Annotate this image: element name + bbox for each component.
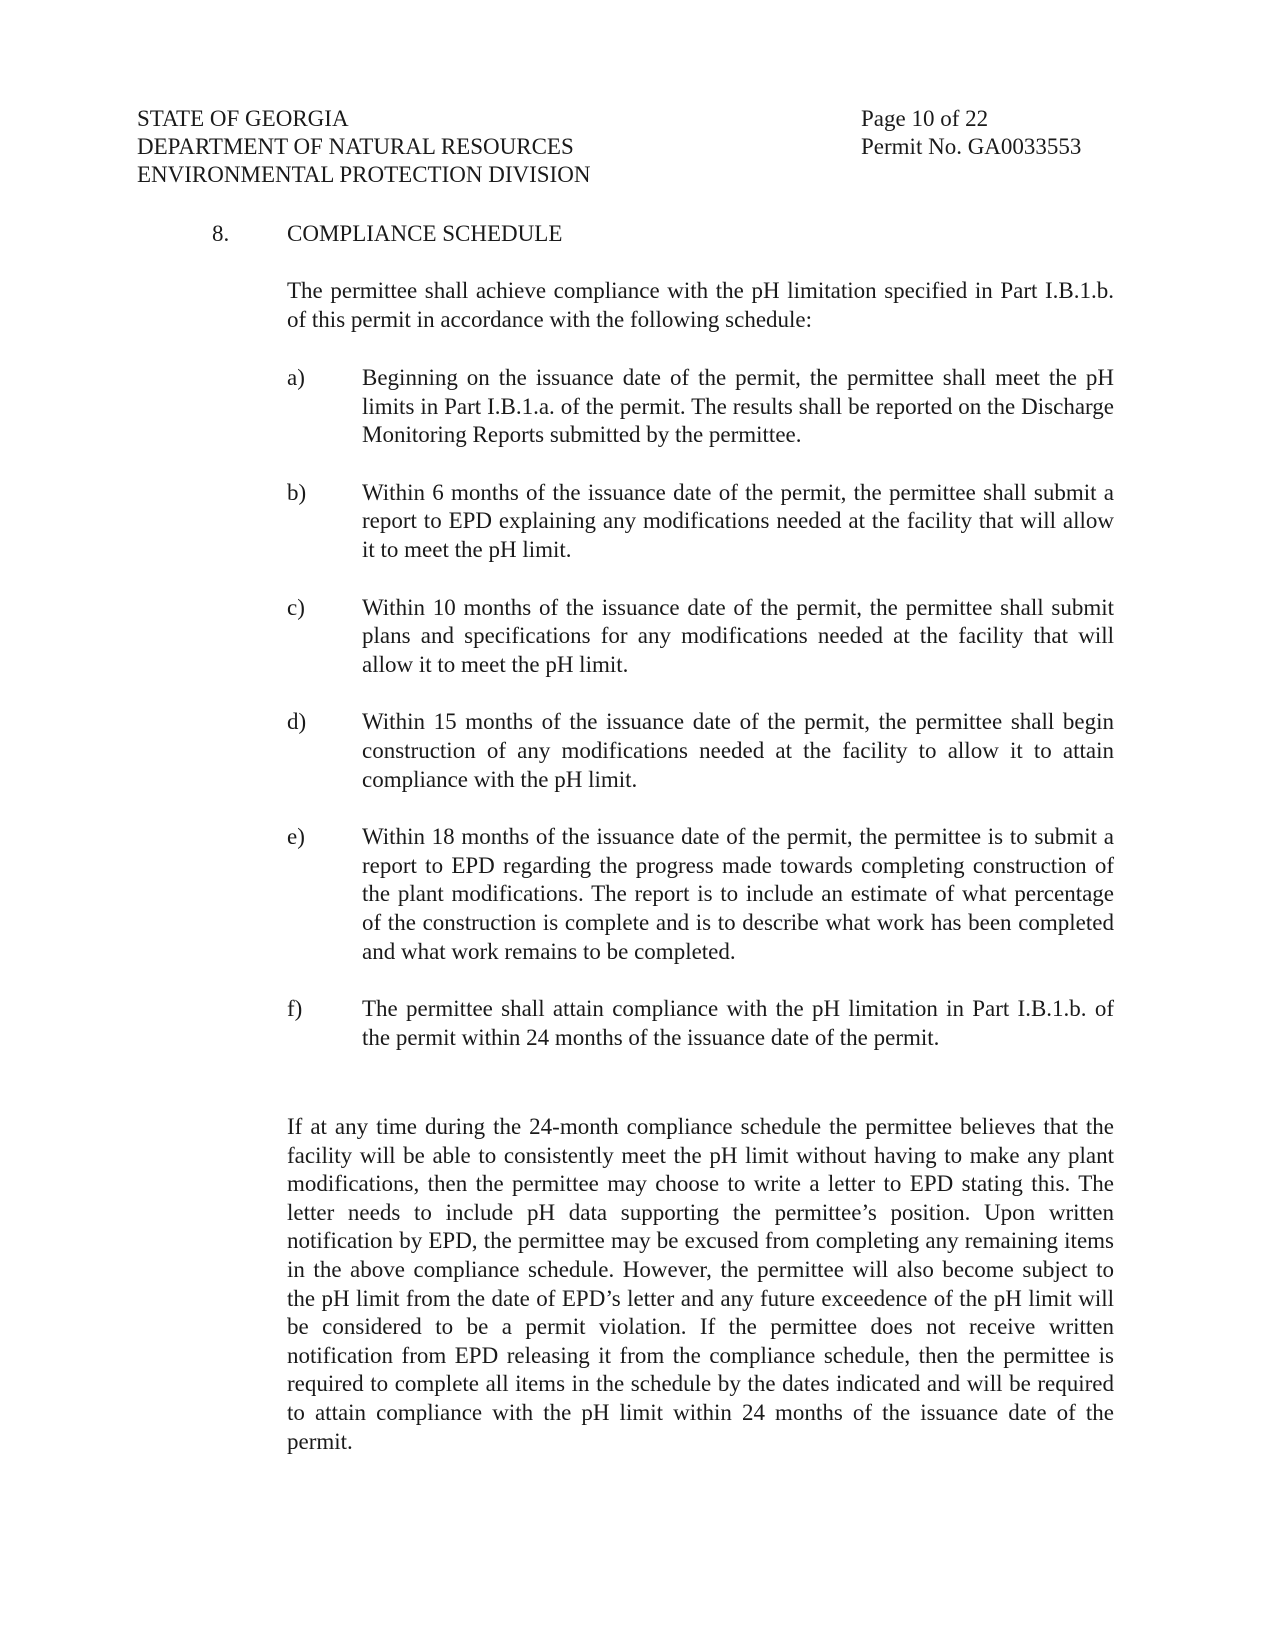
schedule-item-label: e) [287,824,305,850]
schedule-item-f [0,995,1275,1052]
schedule-item-label: c) [287,594,305,620]
page-info-header [861,105,1081,161]
page-number: Page 10 of 22 [861,106,989,131]
schedule-item-text: Within 18 months of the issuance date of the permit, the permittee is to submit a report to EPD regarding the progress made towards completing construction of the plant modifications. The report is to include an estimate of what percentage of the construction is complete and is to describe what work has been completed and what work remains to be completed. [362,824,1114,964]
schedule-list [0,364,1275,1081]
closing-paragraph: If at any time during the 24-month compliance schedule the permittee believes that the facility will be able to consistently meet the pH limit without having to make any plant modifications, then the permittee may choose to write a letter to EPD stating this. The letter needs to include pH data supporting the permittee’s position. Upon written notification by EPD, the permittee may be excused from completing any remaining items in the above compliance schedule. However, the permittee will also become subject to the pH limit from the date of EPD’s letter and any future exceedence of the pH limit will be considered to be a permit violation. If the permittee does not receive written notification from EPD releasing it from the compliance schedule, then the permittee is required to complete all items in the schedule by the dates indicated and will be required to attain compliance with the pH limit within 24 months of the issuance date of the permit. [287,1114,1114,1454]
agency-state: STATE OF GEORGIA [137,106,349,131]
agency-header [137,105,590,189]
schedule-item-b [0,479,1275,565]
section-title: COMPLIANCE SCHEDULE [287,221,563,246]
schedule-item-label: a) [287,365,305,390]
agency-department: DEPARTMENT OF NATURAL RESOURCES [137,134,574,159]
permit-number: Permit No. GA0033553 [861,134,1082,159]
schedule-item-c [0,594,1275,680]
schedule-item-d [0,708,1275,794]
schedule-item-a [0,364,1275,450]
schedule-item-text: Within 15 months of the issuance date of the permit, the permittee shall begin construction of any modifications needed at the facility to allow it to attain compliance with the pH limit. [362,709,1114,792]
intro-paragraph: The permittee shall achieve compliance with the pH limitation specified in Part I.B.1.b. of this permit in accordance with the following schedule: [287,278,1114,332]
schedule-item-e [0,823,1275,966]
schedule-item-label: d) [287,709,307,735]
schedule-item-text: Within 6 months of the issuance date of the permit, the permittee shall submit a report to EPD explaining any modifications needed at the facility that will allow it to meet the pH limit. [362,479,1114,562]
schedule-item-label: f) [287,996,303,1022]
schedule-item-text: Within 10 months of the issuance date of the permit, the permittee shall submit plans and specifications for any modifications needed at the facility that will allow it to meet the pH limit. [362,594,1114,677]
schedule-item-text: The permittee shall attain compliance with the pH limitation in Part I.B.1.b. of the permit within 24 months of the issuance date of the permit. [362,996,1114,1050]
schedule-item-label: b) [287,479,307,505]
agency-division: ENVIRONMENTAL PROTECTION DIVISION [137,162,591,187]
section-number: 8. [212,221,230,246]
schedule-item-text: Beginning on the issuance date of the permit, the permittee shall meet the pH limits in Part I.B.1.a. of the permit. The results shall be reported on the Discharge Monitoring Reports submitted by the permittee. [362,365,1114,448]
